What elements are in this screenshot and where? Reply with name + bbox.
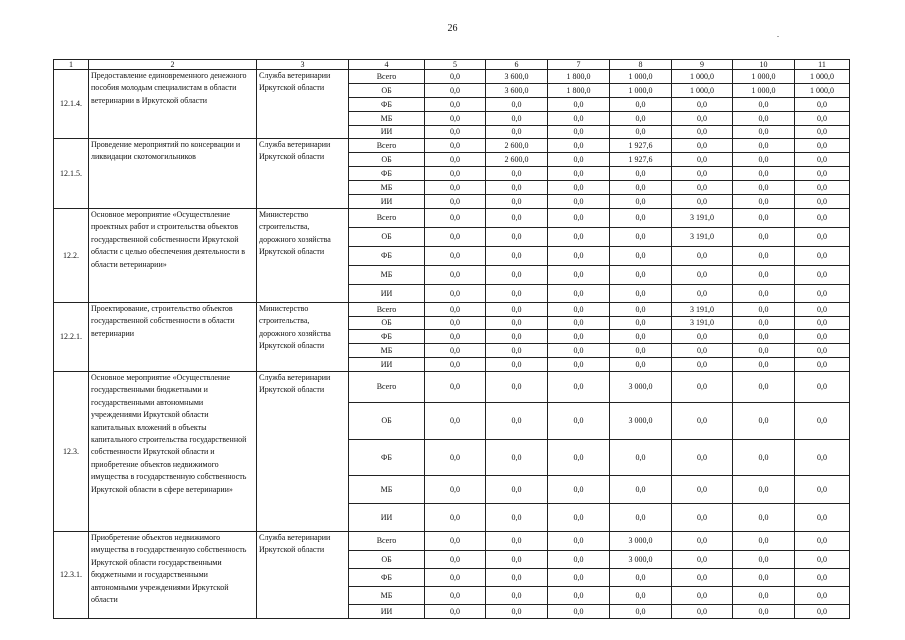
value-cell: 0,0 [548,167,610,181]
value-cell: 0,0 [795,195,850,209]
value-cell: 0,0 [610,98,672,112]
value-cell: 0,0 [795,181,850,195]
value-cell: 0,0 [548,181,610,195]
value-cell: 0,0 [610,126,672,139]
value-cell: 0,0 [548,330,610,344]
value-cell: 1 927,6 [610,139,672,153]
funding-source: ФБ [349,247,425,266]
funding-source: ИИ [349,358,425,372]
value-cell: 0,0 [486,440,548,476]
value-cell: 0,0 [795,587,850,605]
column-header: 6 [486,60,548,70]
value-cell: 0,0 [486,504,548,532]
value-cell: 3 000,0 [610,372,672,403]
funding-source: МБ [349,266,425,285]
value-cell: 0,0 [733,266,795,285]
value-cell: 0,0 [672,195,733,209]
value-cell: 3 191,0 [672,228,733,247]
value-cell: 0,0 [733,587,795,605]
value-cell: 0,0 [795,209,850,228]
value-cell: 0,0 [610,195,672,209]
funding-source: ОБ [349,153,425,167]
value-cell: 3 191,0 [672,209,733,228]
value-cell: 0,0 [486,228,548,247]
value-cell: 0,0 [733,195,795,209]
value-cell: 0,0 [486,330,548,344]
value-cell: 0,0 [672,139,733,153]
value-cell: 1 800,0 [548,70,610,84]
value-cell: 0,0 [486,181,548,195]
value-cell: 0,0 [425,209,486,228]
funding-source: МБ [349,112,425,126]
value-cell: 0,0 [672,476,733,504]
value-cell: 0,0 [610,476,672,504]
funding-source: ФБ [349,569,425,587]
value-cell: 0,0 [733,532,795,551]
value-cell: 0,0 [486,344,548,358]
value-cell: 0,0 [486,476,548,504]
value-cell: 1 927,6 [610,153,672,167]
value-cell: 1 000,0 [795,70,850,84]
value-cell: 1 000,0 [672,84,733,98]
value-cell: 0,0 [425,153,486,167]
value-cell: 0,0 [548,551,610,569]
value-cell: 0,0 [733,139,795,153]
value-cell: 0,0 [548,247,610,266]
row-description: Основное мероприятие «Осуществление проектных работ и строительства объектов государственной собственности Иркутской области с целью обеспечения деятельности в области ветеринарии» [89,209,257,303]
value-cell: 0,0 [425,167,486,181]
value-cell: 0,0 [425,139,486,153]
funding-source: ИИ [349,605,425,619]
value-cell: 0,0 [795,372,850,403]
value-cell: 0,0 [672,98,733,112]
value-cell: 0,0 [610,181,672,195]
value-cell: 0,0 [548,532,610,551]
funding-source: ИИ [349,126,425,139]
value-cell: 2 600,0 [486,139,548,153]
value-cell: 1 000,0 [672,70,733,84]
value-cell: 3 600,0 [486,70,548,84]
row-executor: Служба ветеринарии Иркутской области [257,532,349,619]
value-cell: 0,0 [672,587,733,605]
value-cell: 0,0 [425,569,486,587]
value-cell: 0,0 [733,372,795,403]
row-code: 12.1.5. [54,139,89,209]
value-cell: 0,0 [733,476,795,504]
value-cell: 0,0 [672,358,733,372]
value-cell: 0,0 [548,285,610,303]
value-cell: 0,0 [733,167,795,181]
value-cell: 0,0 [425,532,486,551]
value-cell: 0,0 [795,167,850,181]
value-cell: 0,0 [610,330,672,344]
value-cell: 0,0 [486,112,548,126]
value-cell: 0,0 [548,317,610,330]
value-cell: 0,0 [548,569,610,587]
value-cell: 0,0 [733,317,795,330]
row-code: 12.2. [54,209,89,303]
value-cell: 3 000,0 [610,403,672,440]
value-cell: 0,0 [795,139,850,153]
value-cell: 0,0 [486,317,548,330]
value-cell: 0,0 [733,303,795,317]
value-cell: 0,0 [486,303,548,317]
value-cell: 0,0 [672,153,733,167]
funding-source: МБ [349,587,425,605]
value-cell: 0,0 [672,532,733,551]
value-cell: 0,0 [610,266,672,285]
value-cell: 3 191,0 [672,317,733,330]
value-cell: 0,0 [610,317,672,330]
value-cell: 0,0 [795,504,850,532]
value-cell: 0,0 [548,195,610,209]
value-cell: 0,0 [486,195,548,209]
value-cell: 0,0 [733,551,795,569]
table-row [54,532,850,551]
value-cell: 0,0 [425,440,486,476]
value-cell: 1 000,0 [795,84,850,98]
value-cell: 0,0 [733,344,795,358]
value-cell: 0,0 [733,330,795,344]
value-cell: 0,0 [425,551,486,569]
funding-source: МБ [349,476,425,504]
value-cell: 0,0 [425,587,486,605]
value-cell: 3 600,0 [486,84,548,98]
value-cell: 0,0 [672,605,733,619]
value-cell: 0,0 [672,285,733,303]
funding-source: МБ [349,344,425,358]
value-cell: 0,0 [486,209,548,228]
value-cell: 0,0 [795,440,850,476]
column-header: 4 [349,60,425,70]
value-cell: 0,0 [425,126,486,139]
value-cell: 0,0 [795,344,850,358]
value-cell: 0,0 [486,403,548,440]
value-cell: 0,0 [548,587,610,605]
funding-source: ФБ [349,440,425,476]
value-cell: 0,0 [425,317,486,330]
funding-source: ОБ [349,403,425,440]
value-cell: 0,0 [486,358,548,372]
value-cell: 0,0 [672,167,733,181]
value-cell: 0,0 [672,440,733,476]
value-cell: 0,0 [425,84,486,98]
value-cell: 1 800,0 [548,84,610,98]
value-cell: 0,0 [610,228,672,247]
row-description: Основное мероприятие «Осуществление государственными бюджетными и государственными автономными учреждениями Иркутской области капитальных вложений в объекты капитального строительства государственной собственности Иркутской области и приобретение объектов недвижимого имущества в государственную собственность Иркутской области в сфере ветеринарии» [89,372,257,532]
value-cell: 0,0 [425,330,486,344]
funding-source: ФБ [349,330,425,344]
value-cell: 0,0 [425,112,486,126]
value-cell: 0,0 [795,532,850,551]
value-cell: 0,0 [548,98,610,112]
funding-source: ФБ [349,98,425,112]
row-code: 12.1.4. [54,70,89,139]
value-cell: 0,0 [795,112,850,126]
value-cell: 0,0 [733,440,795,476]
column-header: 10 [733,60,795,70]
row-description: Проведение мероприятий по консервации и ликвидации скотомогильников [89,139,257,209]
value-cell: 0,0 [795,569,850,587]
row-executor: Служба ветеринарии Иркутской области [257,139,349,209]
funding-source: ИИ [349,195,425,209]
value-cell: 0,0 [672,504,733,532]
value-cell: 0,0 [548,605,610,619]
column-header: 11 [795,60,850,70]
value-cell: 0,0 [486,247,548,266]
value-cell: 0,0 [610,440,672,476]
column-header: 5 [425,60,486,70]
value-cell: 0,0 [486,605,548,619]
value-cell: 0,0 [733,569,795,587]
value-cell: 0,0 [795,98,850,112]
value-cell: 0,0 [795,317,850,330]
value-cell: 0,0 [795,126,850,139]
value-cell: 0,0 [425,476,486,504]
value-cell: 0,0 [548,266,610,285]
funding-source: Всего [349,70,425,84]
page-number: 26 [447,23,458,34]
value-cell: 0,0 [672,330,733,344]
value-cell: 0,0 [733,358,795,372]
value-cell: 0,0 [486,167,548,181]
value-cell: 0,0 [486,532,548,551]
value-cell: 0,0 [795,403,850,440]
value-cell: 0,0 [610,358,672,372]
value-cell: 0,0 [733,285,795,303]
value-cell: 0,0 [672,181,733,195]
funding-source: Всего [349,209,425,228]
value-cell: 0,0 [795,303,850,317]
value-cell: 0,0 [610,303,672,317]
value-cell: 0,0 [795,551,850,569]
value-cell: 0,0 [610,209,672,228]
value-cell: 0,0 [548,372,610,403]
value-cell: 0,0 [610,285,672,303]
table-row [54,139,850,153]
column-header: 7 [548,60,610,70]
value-cell: 0,0 [486,569,548,587]
funding-source: МБ [349,181,425,195]
row-code: 12.3.1. [54,532,89,619]
value-cell: 0,0 [425,266,486,285]
value-cell: 0,0 [672,344,733,358]
value-cell: 0,0 [548,403,610,440]
value-cell: 0,0 [795,285,850,303]
funding-source: ОБ [349,228,425,247]
row-executor: Служба ветеринарии Иркутской области [257,372,349,532]
table-row [54,70,850,84]
value-cell: 0,0 [425,181,486,195]
value-cell: 0,0 [733,605,795,619]
value-cell: 0,0 [672,569,733,587]
row-code: 12.2.1. [54,303,89,372]
value-cell: 0,0 [795,330,850,344]
funding-source: ФБ [349,167,425,181]
value-cell: 0,0 [733,228,795,247]
value-cell: 0,0 [795,476,850,504]
value-cell: 0,0 [672,372,733,403]
value-cell: 2 600,0 [486,153,548,167]
value-cell: 0,0 [425,605,486,619]
value-cell: 0,0 [733,126,795,139]
value-cell: 0,0 [733,112,795,126]
value-cell: 0,0 [610,167,672,181]
page-mark: . [777,30,779,39]
value-cell: 1 000,0 [733,70,795,84]
value-cell: 1 000,0 [610,70,672,84]
funding-source: ОБ [349,317,425,330]
row-executor: Министерство строительства, дорожного хозяйства Иркутской области [257,303,349,372]
value-cell: 0,0 [486,126,548,139]
funding-source: ИИ [349,285,425,303]
value-cell: 0,0 [548,440,610,476]
value-cell: 0,0 [425,70,486,84]
value-cell: 3 000,0 [610,532,672,551]
value-cell: 0,0 [548,139,610,153]
column-header: 1 [54,60,89,70]
value-cell: 0,0 [733,153,795,167]
value-cell: 0,0 [548,112,610,126]
funding-source: ОБ [349,551,425,569]
funding-source: ОБ [349,84,425,98]
value-cell: 0,0 [425,358,486,372]
table-row [54,209,850,228]
value-cell: 0,0 [610,112,672,126]
value-cell: 0,0 [425,403,486,440]
value-cell: 0,0 [548,153,610,167]
value-cell: 3 191,0 [672,303,733,317]
value-cell: 0,0 [548,303,610,317]
column-header: 2 [89,60,257,70]
value-cell: 0,0 [486,285,548,303]
value-cell: 0,0 [795,266,850,285]
value-cell: 0,0 [610,587,672,605]
value-cell: 0,0 [795,247,850,266]
value-cell: 0,0 [672,247,733,266]
value-cell: 0,0 [795,153,850,167]
value-cell: 0,0 [425,372,486,403]
value-cell: 0,0 [672,266,733,285]
value-cell: 0,0 [733,181,795,195]
value-cell: 0,0 [610,569,672,587]
value-cell: 0,0 [425,195,486,209]
value-cell: 0,0 [672,403,733,440]
value-cell: 0,0 [548,126,610,139]
value-cell: 0,0 [672,551,733,569]
row-description: Приобретение объектов недвижимого имущества в государственную собственность Иркутской области государственными бюджетными и государственными автономными учреждениями Иркутской области [89,532,257,619]
value-cell: 0,0 [795,358,850,372]
column-header: 8 [610,60,672,70]
value-cell: 3 000,0 [610,551,672,569]
value-cell: 0,0 [548,504,610,532]
value-cell: 0,0 [548,358,610,372]
funding-source: Всего [349,303,425,317]
value-cell: 0,0 [425,228,486,247]
value-cell: 0,0 [733,403,795,440]
row-code: 12.3. [54,372,89,532]
column-header: 9 [672,60,733,70]
value-cell: 0,0 [548,476,610,504]
value-cell: 0,0 [610,344,672,358]
value-cell: 0,0 [486,98,548,112]
value-cell: 1 000,0 [733,84,795,98]
value-cell: 0,0 [425,98,486,112]
value-cell: 0,0 [425,344,486,358]
value-cell: 0,0 [425,247,486,266]
value-cell: 0,0 [548,344,610,358]
value-cell: 0,0 [610,247,672,266]
value-cell: 0,0 [795,228,850,247]
value-cell: 0,0 [795,605,850,619]
value-cell: 0,0 [425,285,486,303]
program-funding-table [53,59,850,619]
value-cell: 0,0 [672,112,733,126]
value-cell: 0,0 [733,209,795,228]
value-cell: 1 000,0 [610,84,672,98]
value-cell: 0,0 [486,551,548,569]
funding-source: Всего [349,532,425,551]
value-cell: 0,0 [486,587,548,605]
column-header: 3 [257,60,349,70]
table-header-row [54,60,850,70]
value-cell: 0,0 [733,98,795,112]
row-executor: Министерство строительства, дорожного хозяйства Иркутской области [257,209,349,303]
row-description: Предоставление единовременного денежного пособия молодым специалистам в области ветеринарии в Иркутской области [89,70,257,139]
value-cell: 0,0 [425,303,486,317]
table-row [54,372,850,403]
value-cell: 0,0 [733,247,795,266]
row-executor: Служба ветеринарии Иркутской области [257,70,349,139]
value-cell: 0,0 [548,228,610,247]
funding-source: Всего [349,372,425,403]
value-cell: 0,0 [610,504,672,532]
value-cell: 0,0 [486,266,548,285]
funding-source: Всего [349,139,425,153]
value-cell: 0,0 [733,504,795,532]
row-description: Проектирование, строительство объектов государственной собственности в области ветеринарии [89,303,257,372]
table-body [54,60,850,619]
value-cell: 0,0 [486,372,548,403]
value-cell: 0,0 [425,504,486,532]
value-cell: 0,0 [672,126,733,139]
value-cell: 0,0 [610,605,672,619]
funding-source: ИИ [349,504,425,532]
value-cell: 0,0 [548,209,610,228]
table-row [54,303,850,317]
